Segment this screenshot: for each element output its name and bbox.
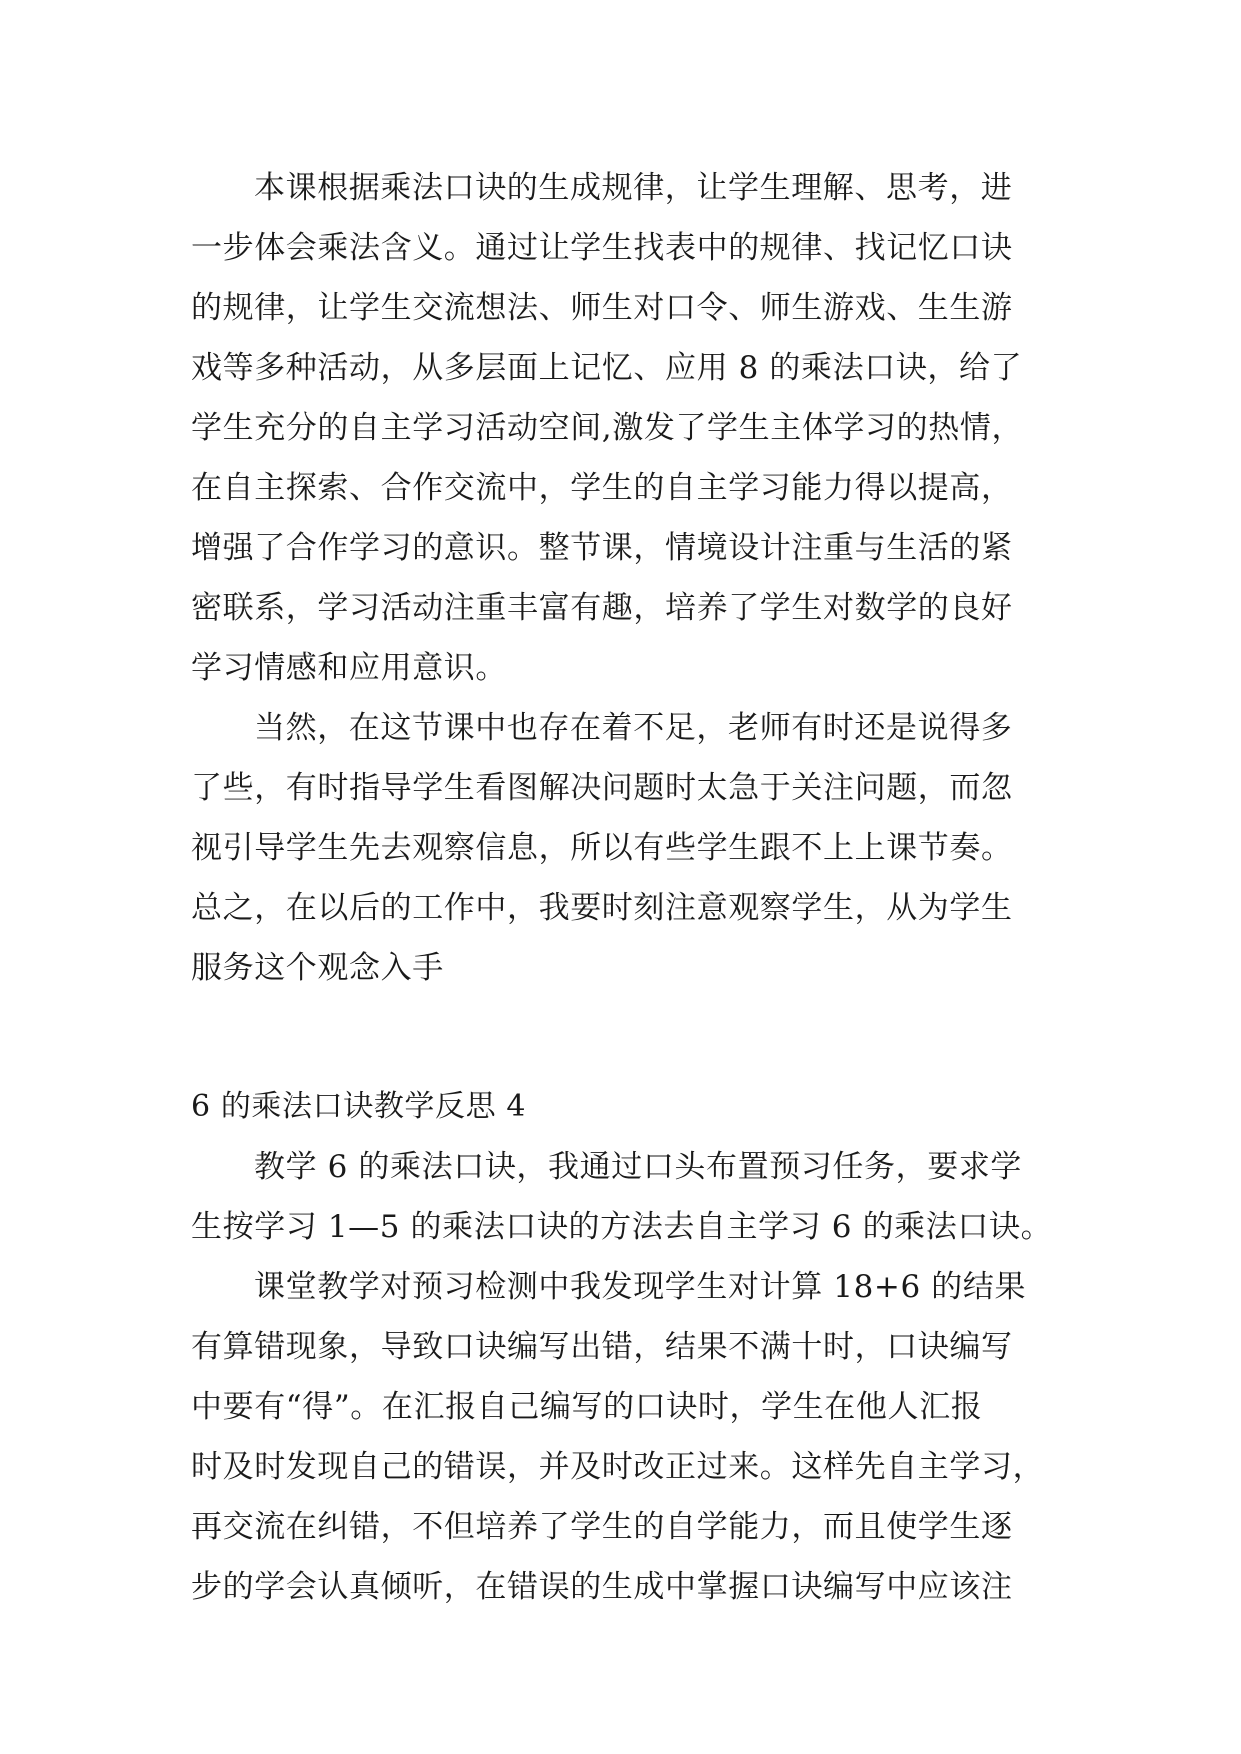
paragraph-line: 增强了合作学习的意识。整节课，情境设计注重与生活的紧 (191, 530, 1013, 566)
paragraph-line: 总之，在以后的工作中，我要时刻注意观察学生，从为学生 (191, 890, 1013, 926)
paragraph-line: 服务这个观念入手 (191, 950, 444, 986)
paragraph-line: 学生充分的自主学习活动空间,激发了学生主体学习的热情， (191, 410, 1024, 446)
paragraph-line: 课堂教学对预习检测中我发现学生对计算 18+6 的结果 (254, 1269, 1027, 1305)
paragraph-line: 一步体会乘法含义。通过让学生找表中的规律、找记忆口诀 (191, 230, 1013, 266)
paragraph-line: 在自主探索、合作交流中，学生的自主学习能力得以提高， (191, 470, 1013, 506)
paragraph-line: 戏等多种活动，从多层面上记忆、应用 8 的乘法口诀，给了 (191, 350, 1023, 386)
paragraph-line: 生按学习 1—5 的乘法口诀的方法去自主学习 6 的乘法口诀。 (191, 1209, 1053, 1245)
paragraph-line: 本课根据乘法口诀的生成规律，让学生理解、思考，进 (254, 170, 1013, 206)
paragraph-line: 了些，有时指导学生看图解决问题时太急于关注问题，而忽 (191, 770, 1013, 806)
paragraph-line: 当然，在这节课中也存在着不足，老师有时还是说得多 (254, 710, 1013, 746)
paragraph-line: 的规律，让学生交流想法、师生对口令、师生游戏、生生游 (191, 290, 1013, 326)
paragraph-line: 密联系，学习活动注重丰富有趣，培养了学生对数学的良好 (191, 590, 1013, 626)
paragraph-line: 时及时发现自己的错误，并及时改正过来。这样先自主学习， (191, 1449, 1045, 1485)
paragraph-line: 学习情感和应用意识。 (191, 650, 507, 686)
paragraph-line: 视引导学生先去观察信息，所以有些学生跟不上上课节奏。 (191, 830, 1013, 866)
paragraph-line: 教学 6 的乘法口诀，我通过口头布置预习任务，要求学 (254, 1149, 1023, 1185)
section-title: 6 的乘法口诀教学反思 4 (191, 1089, 527, 1124)
paragraph-line: 步的学会认真倾听，在错误的生成中掌握口诀编写中应该注 (191, 1569, 1013, 1605)
paragraph-line: 中要有“得”。在汇报自己编写的口诀时，学生在他人汇报 (191, 1389, 983, 1425)
paragraph-line: 有算错现象，导致口诀编写出错，结果不满十时，口诀编写 (191, 1329, 1013, 1365)
paragraph-line: 再交流在纠错，不但培养了学生的自学能力，而且使学生逐 (191, 1509, 1013, 1545)
